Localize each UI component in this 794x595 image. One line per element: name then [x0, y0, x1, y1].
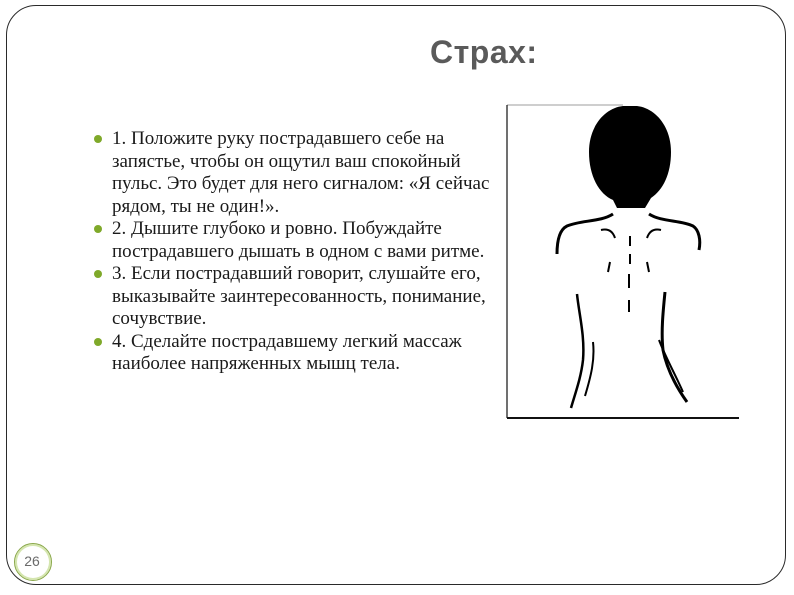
bullet-dot-icon	[94, 338, 102, 346]
list-item	[90, 218, 490, 263]
bullet-text: 1. Положите руку пострадавшего себе на запястье, чтобы он ощутил ваш спокойный пульс. Это будет для него сигналом: «Я сейчас рядом, ты не один!».	[112, 128, 490, 217]
page-number: 26	[24, 553, 40, 569]
list-item	[90, 128, 490, 218]
bullet-dot-icon	[94, 270, 102, 278]
list-item	[90, 263, 490, 331]
bullet-dot-icon	[94, 225, 102, 233]
bullet-text: 4. Сделайте пострадавшему легкий массаж наиболее напряженных мышц тела.	[112, 330, 462, 374]
back-massage-figure-icon	[505, 104, 741, 422]
list-item	[90, 331, 490, 376]
bullet-text: 2. Дышите глубоко и ровно. Побуждайте пострадавшего дышать в одном с вами ритме.	[112, 218, 485, 262]
bullet-text: 3. Если пострадавший говорит, слушайте его, выказывайте заинтересованность, понимание, сочувствие.	[112, 263, 486, 329]
bullet-dot-icon	[94, 135, 102, 143]
slide-title: Страх:	[430, 34, 538, 70]
bullet-list	[90, 128, 490, 376]
